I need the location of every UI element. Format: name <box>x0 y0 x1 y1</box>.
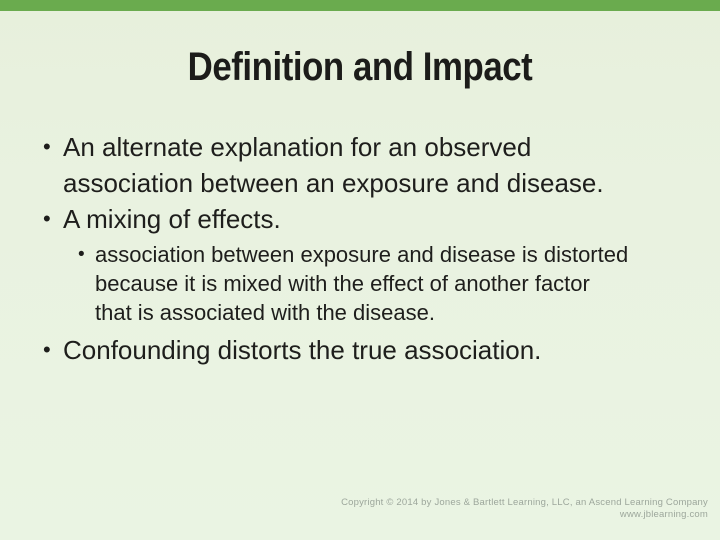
bullet-line: An alternate explanation for an observed <box>63 132 532 162</box>
bullet-line: association between exposure and disease is distorted <box>95 242 629 267</box>
bullet-text <box>63 332 710 368</box>
bullet-line: Confounding distorts the true association. <box>63 335 542 365</box>
bullet-marker: • <box>43 206 51 231</box>
bullet-line: because it is mixed with the effect of another factor <box>95 271 590 296</box>
bullet-item <box>0 129 710 201</box>
bullet-item <box>0 332 710 368</box>
bullet-marker: • <box>43 337 51 362</box>
sub-bullet-item <box>0 240 710 327</box>
bullet-line: that is associated with the disease. <box>95 300 435 325</box>
top-accent-bar <box>0 0 720 11</box>
bullet-marker: • <box>43 134 51 159</box>
bullet-line: association between an exposure and disease. <box>63 168 604 198</box>
bullet-text <box>63 129 710 201</box>
bullet-line: A mixing of effects. <box>63 204 281 234</box>
bullet-item <box>0 201 710 237</box>
copyright-notice <box>341 497 708 521</box>
copyright-url: www.jblearning.com <box>619 509 708 520</box>
sub-bullet-text <box>95 240 710 327</box>
slide-title: Definition and Impact <box>187 45 533 89</box>
bullet-list <box>0 129 710 368</box>
bullet-text <box>63 201 710 237</box>
copyright-line: Copyright © 2014 by Jones & Bartlett Learning, LLC, an Ascend Learning Company <box>341 497 708 508</box>
bullet-marker: • <box>78 244 85 265</box>
